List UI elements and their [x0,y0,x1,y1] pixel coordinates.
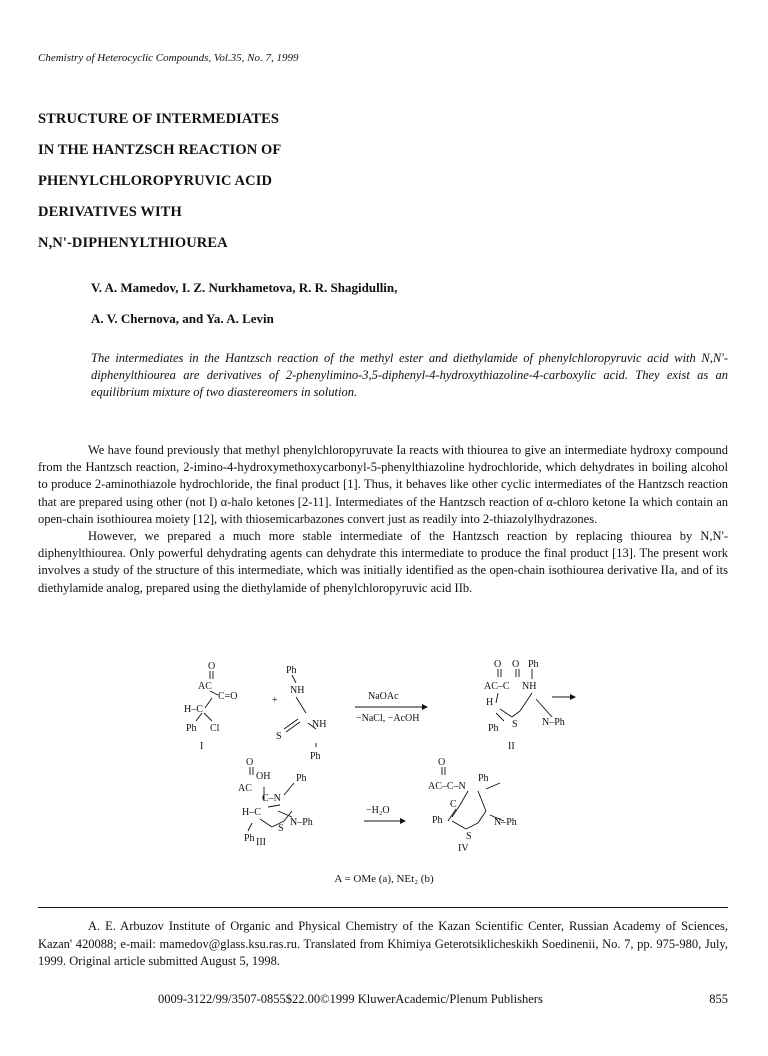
journal-header: Chemistry of Heterocyclic Compounds, Vol.35, No. 7, 1999 [38,52,299,64]
svg-text:Ph: Ph [478,773,489,784]
title-line: PHENYLCHLOROPYRUVIC ACID [38,173,273,189]
label-IV: IV [458,843,469,854]
svg-text:AC: AC [238,783,252,794]
affiliation-text: A. E. Arbuzov Institute of Organic and Physical Chemistry of the Kazan Scientific Center, Russian Academy of Sciences, Kazan' 420088; e-mail: mamedov@glass.ksu.ras.ru. Translated from Khimiya Geterotsiklicheskikh Soedinenii, No. 7, pp. 975-980, July, 1999. Original article submitted August 5, 1998. [38,919,728,968]
reagent-bottom: −NaCl, −AcOH [356,713,420,724]
dehydration-label: −H₂O [366,805,390,816]
svg-text:Cl: Cl [210,723,220,734]
paragraph: However, we prepared a much more stable intermediate of the Hantzsch reaction by replacing thiourea by N,N'-diphenylthiourea. Only powerful dehydrating agents can dehydrate this intermediate to produce the final product [13]. The present work involves a study of the structure of this intermediate, which was initially identified as the open-chain isothiourea derivative IIa, and of its diethylamide analog, prepared using the diethylamide of phenylchloropyruvic acid IIb. [38,529,728,595]
page-number: 855 [709,992,728,1006]
svg-text:C: C [450,799,457,810]
body-text [38,442,728,597]
svg-text:AC–C–N: AC–C–N [428,781,466,792]
authors-line: V. A. Mamedov, I. Z. Nurkhametova, R. R. Shagidullin, [91,280,398,295]
svg-text:O: O [438,757,446,768]
svg-text:O: O [246,757,254,768]
svg-text:S: S [276,731,282,742]
reaction-scheme-drawing [160,655,620,865]
label-I: I [200,741,204,752]
svg-text:+: + [272,695,278,706]
reaction-scheme [160,655,620,865]
svg-text:H: H [486,697,494,708]
svg-text:Ph: Ph [286,665,297,676]
svg-text:Ph: Ph [186,723,197,734]
svg-text:Ph: Ph [244,833,255,844]
svg-text:N–Ph: N–Ph [542,717,565,728]
svg-text:Ph: Ph [488,723,499,734]
svg-text:Ph: Ph [310,751,321,762]
svg-text:O: O [494,659,502,670]
svg-text:S: S [512,719,518,730]
svg-text:H–C: H–C [184,704,203,715]
title-line: IN THE HANTZSCH REACTION OF [38,142,282,158]
svg-text:C–N: C–N [262,793,281,804]
author-list [91,272,397,334]
reagent-top: NaOAc [368,691,399,702]
svg-text:H–C: H–C [242,807,261,818]
abstract: The intermediates in the Hantzsch reaction of the methyl ester and diethylamide of phenylchloropyruvic acid with N,N'-diphenylthiourea are derivatives of 2-phenylimino-3,5-diphenyl-4-hydroxythiazoline-4-carboxylic acid. They exist as an equilibrium mixture of two diastereomers in solution. [91,351,728,399]
label-II: II [508,741,515,752]
svg-text:NH: NH [312,719,327,730]
authors-line: A. V. Chernova, and Ya. A. Levin [91,311,274,326]
affiliation-footnote [38,918,728,971]
title-line: N,N'-DIPHENYLTHIOUREA [38,235,228,251]
svg-text:Ph: Ph [432,815,443,826]
svg-text:O: O [512,659,520,670]
svg-text:O: O [208,661,216,672]
svg-text:OH: OH [256,771,271,782]
svg-text:C=O: C=O [218,691,238,702]
copyright-line: 0009-3122/99/3507-0855$22.00©1999 KluwerAcademic/Plenum Publishers [158,992,543,1006]
title-line: DERIVATIVES WITH [38,204,182,220]
scheme-caption: A = OMe (a), NEt₂ (b) [334,873,434,885]
svg-text:NH: NH [522,681,537,692]
svg-text:S: S [278,823,284,834]
title-line: STRUCTURE OF INTERMEDIATES [38,111,280,127]
svg-text:NH: NH [290,685,305,696]
svg-text:N–Ph: N–Ph [494,817,517,828]
svg-text:Ph: Ph [528,659,539,670]
svg-text:S: S [466,831,472,842]
svg-text:Ph: Ph [296,773,307,784]
article-title [38,104,281,259]
footnote-divider [38,907,728,908]
svg-text:AC: AC [198,681,212,692]
paragraph: We have found previously that methyl phenylchloropyruvate Ia reacts with thiourea to give an intermediate hydroxy compound from the Hantzsch reaction, 2-imino-4-hydroxymethoxycarbonyl-5-phenylthiazoline hydrochloride, which dehydrates in boiling alcohol to produce 2-aminothiazole hydrochloride, the final product [1]. Thus, it behaves like other cyclic intermediates of the Hantzsch reaction that are prepared using other (not I) α-halo ketones [2-11]. Intermediates of the Hantzsch reaction of α-chloro ketone Ia which contain an open-chain isothiourea moiety [12], with thiosemicarbazones convert just as readily into 2-thiazolylhydrazones. [38,443,728,526]
label-III: III [256,837,266,848]
svg-text:AC–C: AC–C [484,681,510,692]
svg-text:N–Ph: N–Ph [290,817,313,828]
